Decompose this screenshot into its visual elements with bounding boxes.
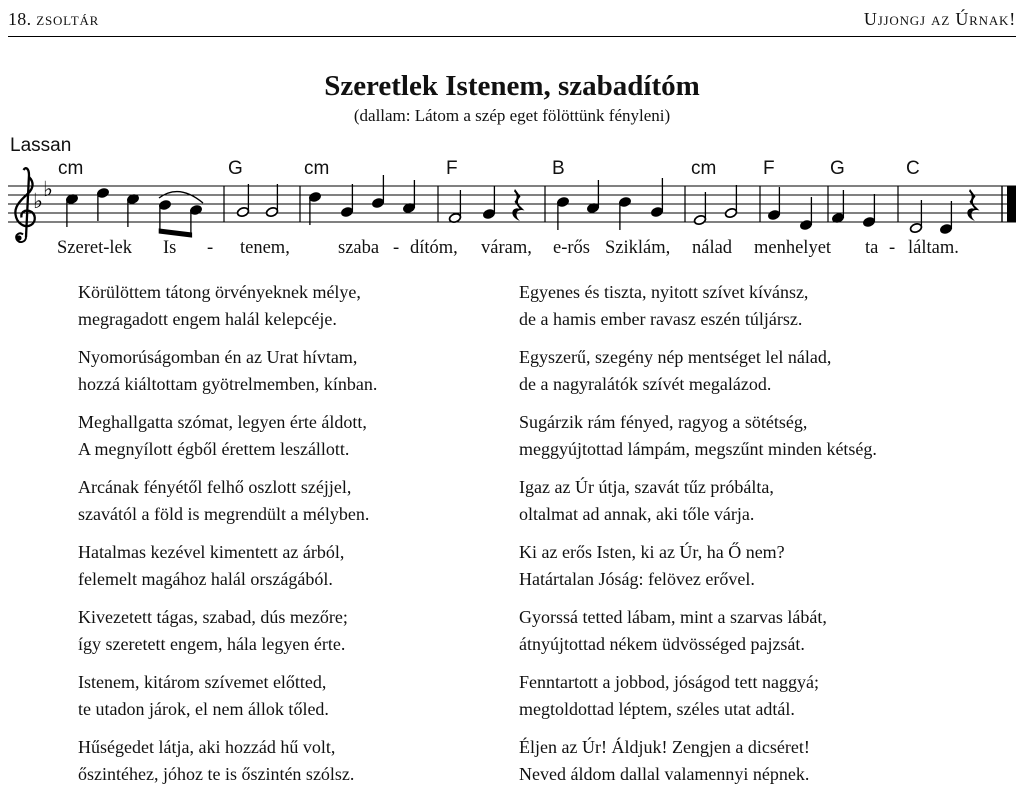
verse-line: Egyenes és tiszta, nyitott szívet kívánsz, <box>519 282 809 302</box>
stanza <box>78 539 518 593</box>
lyric-syllable: menhelyet <box>754 238 832 258</box>
stanza <box>78 344 518 398</box>
flat-icon: ♭ <box>33 189 43 213</box>
quarter-note <box>862 194 875 228</box>
chord-label: G <box>830 158 845 179</box>
lyric-syllable: - <box>207 238 214 258</box>
verse-line: megtoldottad léptem, széles utat adtál. <box>519 699 795 719</box>
measure-6 <box>693 185 737 226</box>
chord-label: F <box>446 158 458 179</box>
stanza <box>78 669 518 723</box>
stanza <box>519 734 959 788</box>
verse-line: te utadon járok, el nem állok tőled. <box>78 699 329 719</box>
measure-7 <box>767 187 812 231</box>
stanza <box>519 344 959 398</box>
verse-line: de a hamis ember ravasz eszén túljársz. <box>519 309 803 329</box>
half-note <box>909 200 922 234</box>
chord-label: B <box>552 158 565 179</box>
verse-line: meggyújtottad lámpám, megszűnt minden kétség. <box>519 439 877 459</box>
verse-line: Határtalan Jóság: felövez erővel. <box>519 569 755 589</box>
key-signature-flats <box>33 177 53 213</box>
verse-line: Gyorssá tetted lábam, mint a szarvas lábát, <box>519 607 827 627</box>
eighth-note <box>189 204 202 234</box>
chord-label: F <box>763 158 775 179</box>
verse-line: Körülöttem tátong örvényeknek mélye, <box>78 282 361 302</box>
psalm-label: zsoltár <box>36 9 100 29</box>
verse-line: Hatalmas kezével kimentett az árból, <box>78 542 345 562</box>
verse-line: Hűségedet látja, aki hozzád hű volt, <box>78 737 336 757</box>
verse-line: Éljen az Úr! Áldjuk! Zengjen a dicséret! <box>519 737 810 757</box>
verse-line: Egyszerű, szegény nép mentséget lel nálad, <box>519 347 832 367</box>
chord-label: G <box>228 158 243 179</box>
quarter-note <box>650 178 663 218</box>
stanza <box>519 279 959 333</box>
verse-line: Igaz az Úr útja, szavát tűz próbálta, <box>519 477 774 497</box>
verse-line: megragadott engem halál kelepcéje. <box>78 309 337 329</box>
lyric-syllable: nálad <box>692 238 733 258</box>
chord-label: cm <box>58 158 84 179</box>
verse-line: Kivezetett tágas, szabad, dús mezőre; <box>78 607 348 627</box>
stanza <box>78 474 518 528</box>
eighth-note <box>158 199 171 230</box>
lyric-syllable: Szeret-lek <box>57 238 132 258</box>
verse-line: szavától a föld is megrendült a mélyben. <box>78 504 370 524</box>
verse-line: átnyújtottad nékem üdvösséged pajzsát. <box>519 634 805 654</box>
half-note <box>724 185 737 219</box>
quarter-rest <box>512 189 524 221</box>
staff-lines <box>8 186 1016 222</box>
quarter-note <box>482 186 495 220</box>
verse-line: Nyomorúságomban én az Urat hívtam, <box>78 347 358 367</box>
psalm-number: 18. <box>8 9 32 29</box>
chord-label: cm <box>691 158 717 179</box>
verse-line: de a nagyralátók szívét megalázod. <box>519 374 772 394</box>
verse-line: őszintéhez, jóhoz te is őszintén szólsz. <box>78 764 355 784</box>
verse-line: Neved áldom dallal valamennyi népnek. <box>519 764 810 784</box>
header-left <box>8 9 99 30</box>
verse-line: felemelt magához halál országából. <box>78 569 333 589</box>
verse-line: hozzá kiáltottam gyötrelmemben, kínban. <box>78 374 378 394</box>
stanza <box>78 279 518 333</box>
stanza <box>519 474 959 528</box>
stanza <box>519 669 959 723</box>
half-note <box>265 184 278 218</box>
lyric-syllable: váram, <box>481 238 532 258</box>
stanza <box>519 409 959 463</box>
lyric-syllable: e-rős <box>553 238 590 258</box>
stanza <box>78 734 518 788</box>
verse-line: Meghallgatta szómat, legyen érte áldott, <box>78 412 367 432</box>
verse-line: Fenntartott a jobbod, jóságod tett naggyá; <box>519 672 819 692</box>
lyric-syllable: ta <box>865 238 879 258</box>
flat-icon: ♭ <box>43 177 53 201</box>
measure-9 <box>909 189 979 235</box>
quarter-note <box>586 180 599 214</box>
treble-clef-icon <box>15 168 34 242</box>
verse-line: így szeretett engem, hála legyen érte. <box>78 634 346 654</box>
quarter-note <box>799 197 812 231</box>
chord-label: C <box>906 158 920 179</box>
quarter-note <box>371 175 384 209</box>
page-title: Szeretlek Istenem, szabadítóm <box>324 70 700 102</box>
half-note <box>236 184 249 218</box>
lyric-syllable: Sziklám, <box>605 238 671 258</box>
tempo-marking: Lassan <box>10 135 72 156</box>
verse-line: oltalmat ad annak, aki tőle várja. <box>519 504 755 524</box>
verse-line: A megnyílott égből érettem leszállott. <box>78 439 350 459</box>
quarter-rest <box>967 189 979 221</box>
quarter-note <box>340 184 353 218</box>
chord-label: cm <box>304 158 330 179</box>
lyric-syllable: - <box>889 238 896 258</box>
header-right: Ujjongj az Úrnak! <box>863 9 1016 29</box>
quarter-note <box>939 201 952 235</box>
beam <box>159 229 191 237</box>
stanza <box>519 539 959 593</box>
measure-4 <box>448 186 524 224</box>
lyric-syllable: tenem, <box>240 238 290 258</box>
quarter-note <box>308 191 321 225</box>
lyric-syllable: láltam. <box>908 238 959 258</box>
lyric-syllable: szaba <box>338 238 380 258</box>
quarter-note <box>402 180 415 214</box>
stanza <box>78 604 518 658</box>
stanza <box>519 604 959 658</box>
lyric-syllable: Is <box>163 238 177 258</box>
verse-line: Sugárzik rám fényed, ragyog a sötétség, <box>519 412 808 432</box>
header-rule <box>8 36 1016 37</box>
half-note <box>693 192 706 226</box>
lyric-syllable: - <box>393 238 400 258</box>
verse-line: Arcának fényétől felhő oszlott széjjel, <box>78 477 352 497</box>
stanza <box>78 409 518 463</box>
verse-line: Ki az erős Isten, ki az Úr, ha Ő nem? <box>519 542 785 562</box>
verse-line: Istenem, kitárom szívemet előtted, <box>78 672 327 692</box>
lyric-syllable: dítóm, <box>410 238 458 258</box>
measure-3 <box>308 175 415 225</box>
melody-note: (dallam: Látom a szép eget fölöttünk fényleni) <box>353 106 671 125</box>
